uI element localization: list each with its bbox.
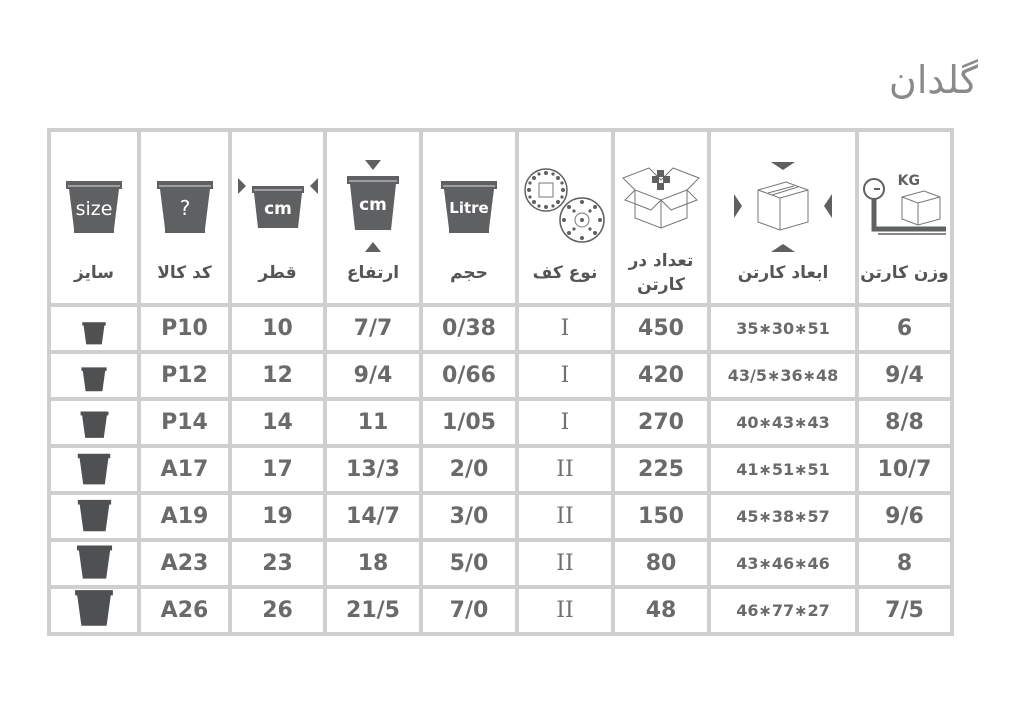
cell-volume: 0/38 xyxy=(421,305,517,352)
pot-thumbnail-icon xyxy=(81,320,107,348)
cell-base: II xyxy=(517,446,613,493)
header-qty: تعداد در کارتن xyxy=(613,130,709,305)
table-row xyxy=(49,493,952,540)
cell-height: 14/7 xyxy=(325,493,421,540)
header-volume: Litre حجم xyxy=(421,130,517,305)
cell-size xyxy=(49,540,139,587)
cell-base: II xyxy=(517,540,613,587)
cell-dims: 48∗36∗43/5 xyxy=(709,352,857,399)
cell-height: 11 xyxy=(325,399,421,446)
cell-size xyxy=(49,446,139,493)
cell-diameter: 10 xyxy=(230,305,325,352)
cell-code: P12 xyxy=(139,352,230,399)
scale-kg-icon xyxy=(859,151,950,261)
cell-weight: 9/4 xyxy=(857,352,952,399)
cell-dims: 51∗30∗35 xyxy=(709,305,857,352)
cell-dims: 27∗77∗46 xyxy=(709,587,857,634)
cell-code: A26 xyxy=(139,587,230,634)
page-title: گلدان xyxy=(888,58,978,102)
cell-weight: 6 xyxy=(857,305,952,352)
svg-text:cm: cm xyxy=(263,198,292,219)
cell-dims: 46∗46∗43 xyxy=(709,540,857,587)
header-weight: KG وزن کارتن xyxy=(857,130,952,305)
header-dims: ابعاد کارتن xyxy=(709,130,857,305)
cell-height: 9/4 xyxy=(325,352,421,399)
open-box-pots-icon xyxy=(615,139,707,249)
table-row xyxy=(49,352,952,399)
cell-diameter: 19 xyxy=(230,493,325,540)
cell-qty: 225 xyxy=(613,446,709,493)
cell-size xyxy=(49,352,139,399)
cell-qty: 150 xyxy=(613,493,709,540)
cell-qty: 48 xyxy=(613,587,709,634)
cell-volume: 5/0 xyxy=(421,540,517,587)
cell-diameter: 12 xyxy=(230,352,325,399)
cell-size xyxy=(49,587,139,634)
header-row xyxy=(49,130,952,305)
cell-qty: 80 xyxy=(613,540,709,587)
cell-height: 21/5 xyxy=(325,587,421,634)
pot-thumbnail-icon xyxy=(76,451,112,489)
table-row xyxy=(49,399,952,446)
pot-thumbnail-icon xyxy=(72,588,116,630)
cell-base: I xyxy=(517,352,613,399)
cell-dims: 43∗43∗40 xyxy=(709,399,857,446)
pot-thumbnail-icon xyxy=(75,543,114,583)
pot-question-icon xyxy=(141,151,228,261)
cell-code: A17 xyxy=(139,446,230,493)
cell-code: A19 xyxy=(139,493,230,540)
header-base: نوع کف xyxy=(517,130,613,305)
cell-qty: 450 xyxy=(613,305,709,352)
pot-diameter-cm-icon xyxy=(232,151,323,261)
pot-size-icon xyxy=(51,151,137,261)
svg-text:?: ? xyxy=(179,195,190,220)
cell-diameter: 14 xyxy=(230,399,325,446)
cell-code: P10 xyxy=(139,305,230,352)
table-row xyxy=(49,446,952,493)
cell-base: II xyxy=(517,587,613,634)
cell-base: II xyxy=(517,493,613,540)
cell-size xyxy=(49,493,139,540)
cell-height: 18 xyxy=(325,540,421,587)
pot-spec-table xyxy=(47,128,954,636)
table-row xyxy=(49,305,952,352)
cell-weight: 10/7 xyxy=(857,446,952,493)
cell-diameter: 23 xyxy=(230,540,325,587)
header-height: cm ارتفاع xyxy=(325,130,421,305)
pot-thumbnail-icon xyxy=(76,497,113,536)
cell-code: A23 xyxy=(139,540,230,587)
header-size: size سایز xyxy=(49,130,139,305)
table-row xyxy=(49,587,952,634)
cell-weight: 9/6 xyxy=(857,493,952,540)
table-row xyxy=(49,540,952,587)
cell-volume: 0/66 xyxy=(421,352,517,399)
header-code: ? کد کالا xyxy=(139,130,230,305)
cell-volume: 7/0 xyxy=(421,587,517,634)
cell-weight: 8/8 xyxy=(857,399,952,446)
cell-height: 13/3 xyxy=(325,446,421,493)
header-diameter: cm قطر xyxy=(230,130,325,305)
cell-weight: 8 xyxy=(857,540,952,587)
cell-code: P14 xyxy=(139,399,230,446)
cell-diameter: 26 xyxy=(230,587,325,634)
cell-size xyxy=(49,399,139,446)
cell-height: 7/7 xyxy=(325,305,421,352)
cell-base: I xyxy=(517,305,613,352)
box-dimensions-icon xyxy=(711,151,855,261)
pot-thumbnail-icon xyxy=(80,365,108,395)
svg-text:Litre: Litre xyxy=(449,198,489,217)
cell-dims: 51∗51∗41 xyxy=(709,446,857,493)
cell-volume: 2/0 xyxy=(421,446,517,493)
cell-volume: 1/05 xyxy=(421,399,517,446)
cell-base: I xyxy=(517,399,613,446)
svg-text:KG: KG xyxy=(897,172,920,189)
pot-litre-icon xyxy=(423,151,515,261)
svg-text:cm: cm xyxy=(359,194,387,215)
pot-thumbnail-icon xyxy=(79,409,110,442)
cell-qty: 420 xyxy=(613,352,709,399)
pot-base-types-icon xyxy=(519,151,611,261)
cell-diameter: 17 xyxy=(230,446,325,493)
cell-dims: 57∗38∗45 xyxy=(709,493,857,540)
cell-weight: 7/5 xyxy=(857,587,952,634)
cell-qty: 270 xyxy=(613,399,709,446)
cell-size xyxy=(49,305,139,352)
pot-height-cm-icon xyxy=(327,151,419,261)
cell-volume: 3/0 xyxy=(421,493,517,540)
svg-text:size: size xyxy=(75,197,113,220)
